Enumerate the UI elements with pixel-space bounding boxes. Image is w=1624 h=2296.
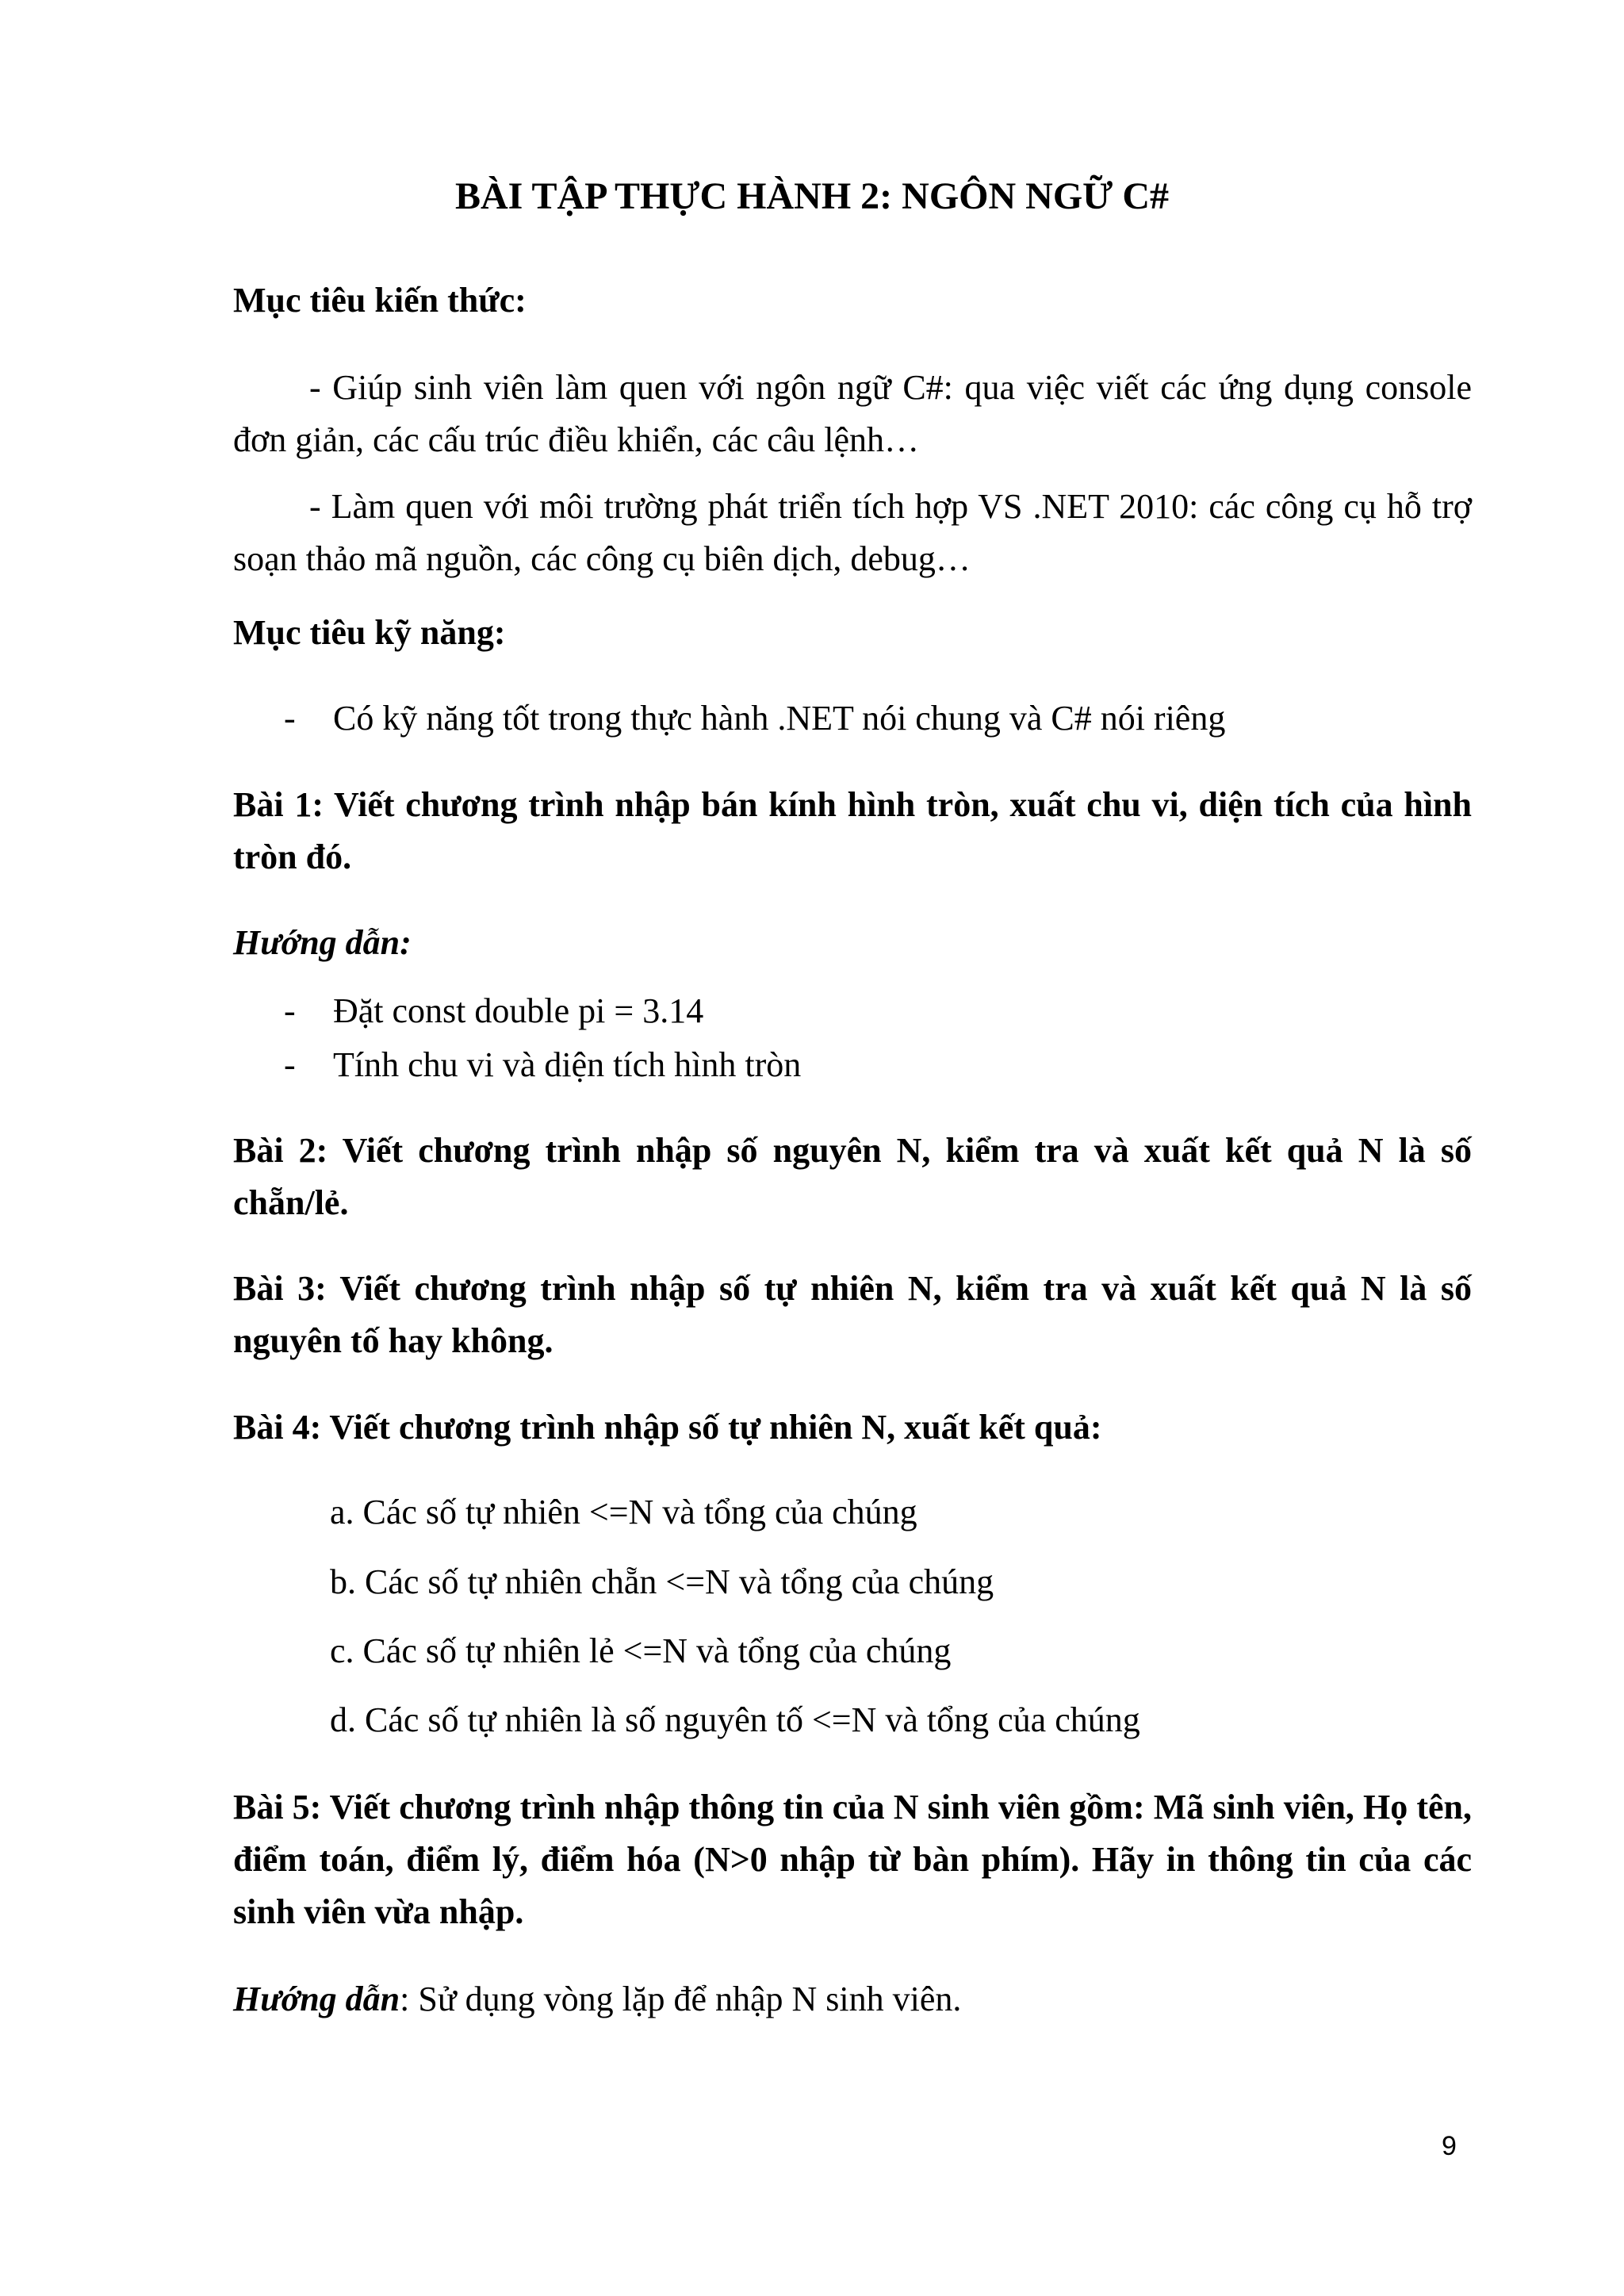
page-number: 9 (1442, 2131, 1457, 2161)
exercise-5: Bài 5: Viết chương trình nhập thông tin của N sinh viên gồm: Mã sinh viên, Họ tên, điểm toán, điểm lý, điểm hóa (N>0 nhập từ bàn phím). Hãy in thông tin của các sinh viên vừa nhập. (233, 1788, 1472, 1931)
exercise-2: Bài 2: Viết chương trình nhập số nguyên N, kiểm tra và xuất kết quả N là số chẵn/lẻ. (233, 1131, 1472, 1222)
exercise-3: Bài 3: Viết chương trình nhập số tự nhiên N, kiểm tra và xuất kết quả N là số nguyên tố hay không. (233, 1269, 1472, 1360)
exercise-5-guide-label: Hướng dẫn (233, 1980, 400, 2018)
bullet-dash: - (284, 699, 296, 738)
exercise-4: Bài 4: Viết chương trình nhập số tự nhiên N, xuất kết quả: (233, 1408, 1102, 1447)
exercise-4-item-b: b. Các số tự nhiên chẵn <=N và tổng của chúng (330, 1562, 994, 1601)
bullet-dash: - (284, 1045, 296, 1084)
guide-item-text: Đặt const double pi = 3.14 (333, 991, 704, 1030)
exercise-4-item-d: d. Các số tự nhiên là số nguyên tố <=N và tổng của chúng (330, 1700, 1140, 1739)
exercise-5-guide (233, 1973, 961, 2026)
skills-item-text: Có kỹ năng tốt trong thực hành .NET nói chung và C# nói riêng (333, 699, 1226, 738)
guide-item-text: Tính chu vi và diện tích hình tròn (333, 1045, 802, 1084)
page-title: BÀI TẬP THỰC HÀNH 2: NGÔN NGỮ C# (454, 175, 1170, 217)
bullet-dash: - (284, 991, 296, 1030)
exercise-1-guide-label: Hướng dẫn: (233, 923, 412, 962)
exercise-4-item-c: c. Các số tự nhiên lẻ <=N và tổng của chúng (330, 1631, 952, 1670)
skills-heading: Mục tiêu kỹ năng: (233, 613, 506, 652)
knowledge-item-2: - Làm quen với môi trường phát triển tích hợp VS .NET 2010: các công cụ hỗ trợ soạn thảo mã nguồn, các công cụ biên dịch, debug… (233, 487, 1472, 578)
exercise-4-item-a: a. Các số tự nhiên <=N và tổng của chúng (330, 1493, 917, 1531)
knowledge-heading: Mục tiêu kiến thức: (233, 281, 527, 320)
knowledge-item-1: - Giúp sinh viên làm quen với ngôn ngữ C#: qua việc viết các ứng dụng console đơn giản, các cấu trúc điều khiển, các câu lệnh… (233, 368, 1472, 459)
exercise-1: Bài 1: Viết chương trình nhập bán kính hình tròn, xuất chu vi, diện tích của hình tròn đó. (233, 785, 1472, 876)
exercise-5-guide-text: : Sử dụng vòng lặp để nhập N sinh viên. (400, 1980, 962, 2018)
